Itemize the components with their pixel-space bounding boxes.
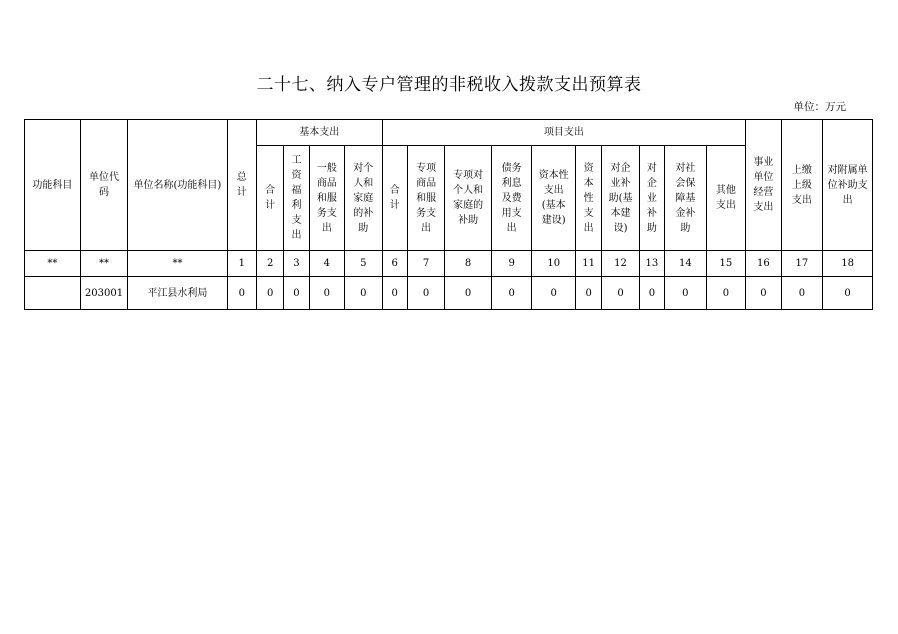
- index-cell: 12: [602, 251, 639, 277]
- header-proj-other: 其他 支出: [706, 146, 746, 251]
- header-remit: 上缴 上级 支出: [781, 120, 823, 251]
- header-proj-capital-basic: 资本性 支出 (基本 建设): [532, 146, 576, 251]
- index-cell: 1: [227, 251, 256, 277]
- header-project-group: 项目支出: [382, 120, 746, 146]
- index-cell: **: [80, 251, 128, 277]
- index-cell: 6: [382, 251, 407, 277]
- value-cell: 0: [781, 277, 823, 310]
- header-proj-enterprise: 对 企 业 补 助: [639, 146, 664, 251]
- value-cell: 0: [532, 277, 576, 310]
- unit-code-cell: 203001: [80, 277, 128, 310]
- index-cell: 15: [706, 251, 746, 277]
- header-basic-salary: 工 资 福 利 支 出: [284, 146, 309, 251]
- header-proj-debt: 债务 利息 及费 用支 出: [491, 146, 532, 251]
- header-proj-goods: 专项 商品 和服 务支 出: [407, 146, 444, 251]
- index-cell: 14: [665, 251, 707, 277]
- table-row: [25, 277, 873, 310]
- header-total: 总 计: [227, 120, 256, 251]
- header-proj-family: 专项对 个人和 家庭的 补助: [445, 146, 492, 251]
- header-subsidy: 对附属单 位补助支 出: [823, 120, 873, 251]
- index-row: [25, 251, 873, 277]
- index-cell: 13: [639, 251, 664, 277]
- index-cell: 7: [407, 251, 444, 277]
- index-cell: 11: [575, 251, 601, 277]
- header-proj-subtotal: 合 计: [382, 146, 407, 251]
- budget-table: [24, 119, 873, 310]
- index-cell: 2: [256, 251, 283, 277]
- index-cell: 17: [781, 251, 823, 277]
- header-basic-goods: 一般 商品 和服 务支 出: [309, 146, 344, 251]
- value-cell: 0: [575, 277, 601, 310]
- value-cell: 0: [256, 277, 283, 310]
- value-cell: 0: [706, 277, 746, 310]
- value-cell: 0: [284, 277, 309, 310]
- value-cell: 0: [445, 277, 492, 310]
- index-cell: 16: [746, 251, 781, 277]
- header-basic-family: 对个 人和 家庭 的补 助: [345, 146, 382, 251]
- value-cell: 0: [345, 277, 382, 310]
- header-unit-code: 单位代 码: [80, 120, 128, 251]
- index-cell: 3: [284, 251, 309, 277]
- header-proj-enterprise-basic: 对企 业补 助(基 本建 设): [602, 146, 639, 251]
- value-cell: 0: [382, 277, 407, 310]
- index-cell: 9: [491, 251, 532, 277]
- value-cell: 0: [639, 277, 664, 310]
- value-cell: 0: [823, 277, 873, 310]
- unit-label: 单位：万元: [793, 101, 846, 113]
- index-cell: 4: [309, 251, 344, 277]
- index-cell: 5: [345, 251, 382, 277]
- value-cell: 0: [602, 277, 639, 310]
- value-cell: 0: [407, 277, 444, 310]
- header-unit-name: 单位名称(功能科目): [128, 120, 227, 251]
- header-basic-subtotal: 合 计: [256, 146, 283, 251]
- header-basic-group: 基本支出: [256, 120, 382, 146]
- value-cell: 0: [665, 277, 707, 310]
- header-proj-social: 对社 会保 障基 金补 助: [665, 146, 707, 251]
- value-cell: 0: [227, 277, 256, 310]
- index-cell: 10: [532, 251, 576, 277]
- value-cell: 0: [746, 277, 781, 310]
- value-cell: 0: [309, 277, 344, 310]
- index-cell: 18: [823, 251, 873, 277]
- value-cell: 0: [491, 277, 532, 310]
- func-code-cell: [25, 277, 81, 310]
- header-business: 事业 单位 经营 支出: [746, 120, 781, 251]
- index-cell: **: [128, 251, 227, 277]
- index-cell: **: [25, 251, 81, 277]
- page-title: 二十七、纳入专户管理的非税收入拨款支出预算表: [256, 75, 642, 95]
- header-func-code: 功能科目: [25, 120, 81, 251]
- header-proj-capital: 资 本 性 支 出: [575, 146, 601, 251]
- unit-name-cell: 平江县水利局: [128, 277, 227, 310]
- index-cell: 8: [445, 251, 492, 277]
